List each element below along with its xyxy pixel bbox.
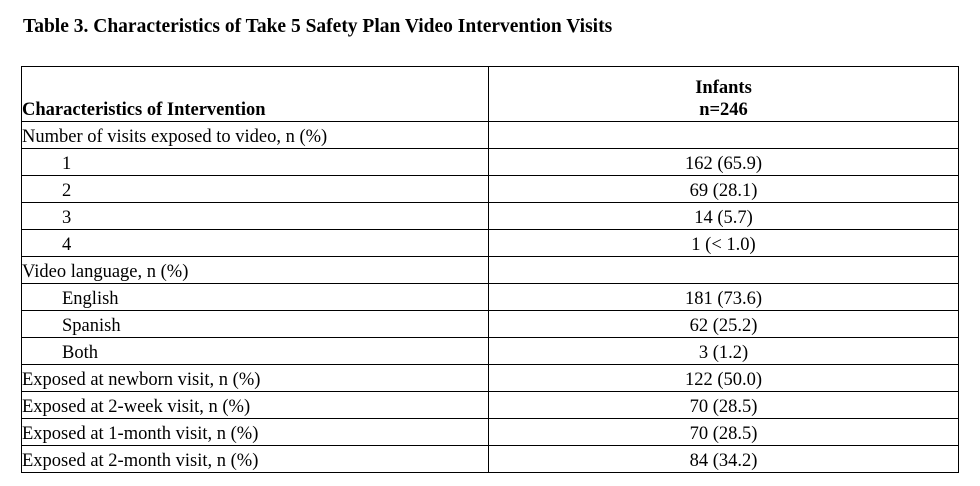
row-label: Both xyxy=(22,338,489,365)
table-row xyxy=(22,311,959,338)
row-value: 69 (28.1) xyxy=(489,176,959,203)
row-value xyxy=(489,257,959,284)
table-row xyxy=(22,419,959,446)
table-caption: Table 3. Characteristics of Take 5 Safety Plan Video Intervention Visits xyxy=(23,16,613,37)
row-label: 4 xyxy=(22,230,489,257)
row-label: Spanish xyxy=(22,311,489,338)
table-row xyxy=(22,176,959,203)
row-label: Exposed at 2-week visit, n (%) xyxy=(22,392,489,419)
row-label: Exposed at 2-month visit, n (%) xyxy=(22,446,489,473)
header-infants-n: n=246 xyxy=(699,100,748,120)
row-value: 1 (< 1.0) xyxy=(489,230,959,257)
table-row xyxy=(22,230,959,257)
table-row xyxy=(22,392,959,419)
row-value: 181 (73.6) xyxy=(489,284,959,311)
row-value: 84 (34.2) xyxy=(489,446,959,473)
table-row xyxy=(22,149,959,176)
row-label: Exposed at newborn visit, n (%) xyxy=(22,365,489,392)
row-value: 3 (1.2) xyxy=(489,338,959,365)
table-row xyxy=(22,338,959,365)
row-label: 3 xyxy=(22,203,489,230)
row-label: English xyxy=(22,284,489,311)
table-row xyxy=(22,284,959,311)
row-value: 14 (5.7) xyxy=(489,203,959,230)
row-value: 62 (25.2) xyxy=(489,311,959,338)
characteristics-table xyxy=(21,66,959,473)
table-row xyxy=(22,365,959,392)
table-row xyxy=(22,257,959,284)
row-label: 2 xyxy=(22,176,489,203)
row-value: 70 (28.5) xyxy=(489,419,959,446)
row-value: 70 (28.5) xyxy=(489,392,959,419)
row-label: 1 xyxy=(22,149,489,176)
header-infants xyxy=(489,67,959,122)
header-infants-label: Infants xyxy=(695,78,752,98)
row-label: Exposed at 1-month visit, n (%) xyxy=(22,419,489,446)
row-label: Video language, n (%) xyxy=(22,257,489,284)
table-header-row xyxy=(22,67,959,122)
table-row xyxy=(22,122,959,149)
header-characteristics: Characteristics of Intervention xyxy=(22,67,489,122)
row-value xyxy=(489,122,959,149)
table-row xyxy=(22,446,959,473)
row-label: Number of visits exposed to video, n (%) xyxy=(22,122,489,149)
row-value: 162 (65.9) xyxy=(489,149,959,176)
row-value: 122 (50.0) xyxy=(489,365,959,392)
table-row xyxy=(22,203,959,230)
